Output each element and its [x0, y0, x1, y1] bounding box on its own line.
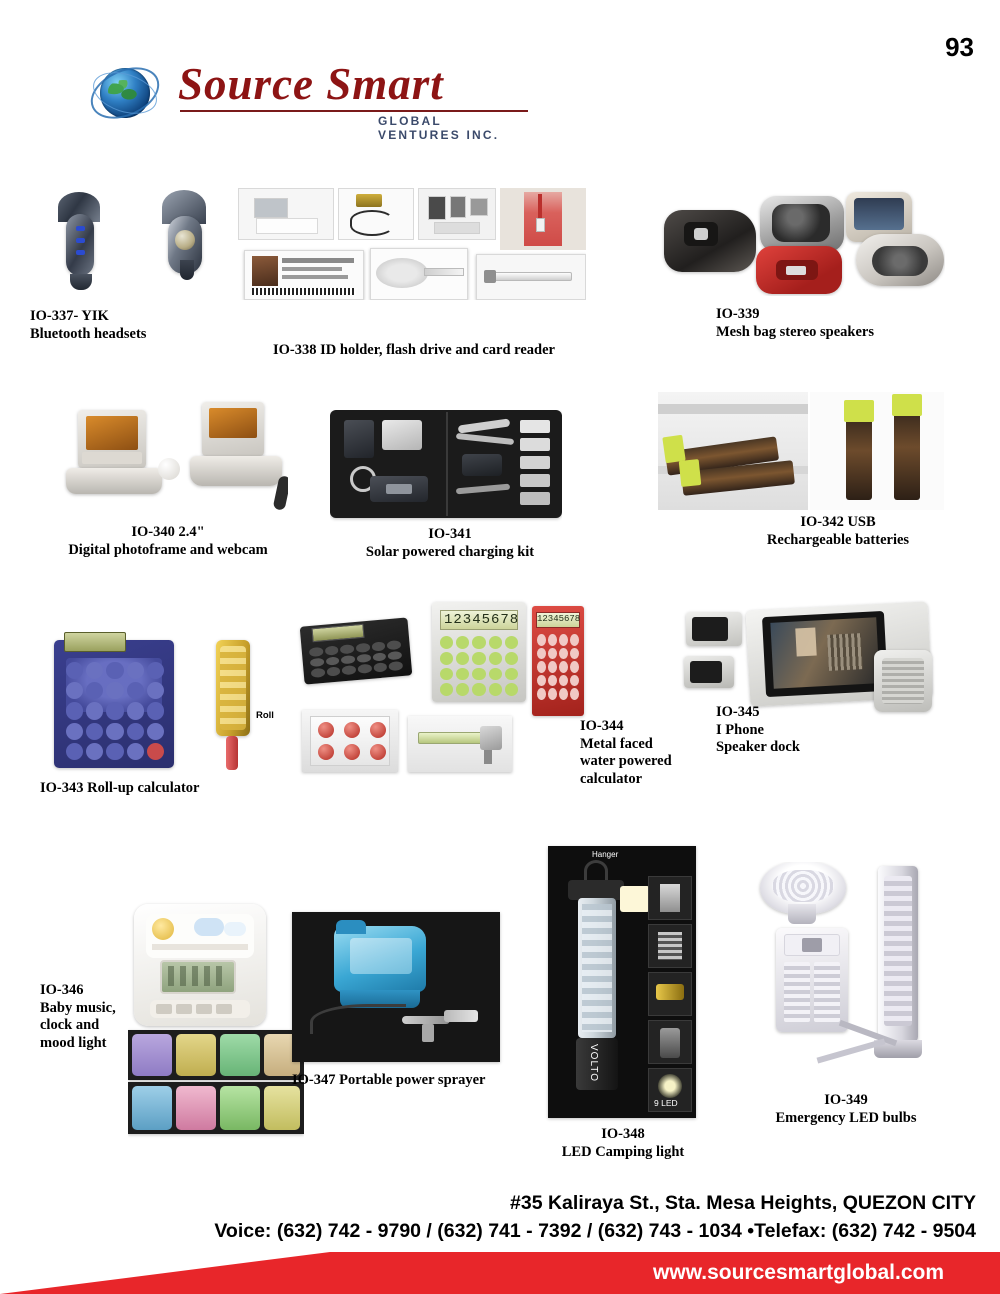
product-image-io-348 [548, 846, 696, 1118]
footer-phones: Voice: (632) 742 - 9790 / (632) 741 - 7392 / (632) 743 - 1034 •Telefax: (632) 742 - 9504 [214, 1220, 976, 1242]
product-io-341 [330, 410, 570, 561]
caption-io-344-line2: Metal faced [580, 735, 653, 752]
product-io-349 [746, 862, 966, 1127]
caption-io-345-line3: Speaker dock [716, 739, 800, 756]
caption-io-344-line3: water powered [580, 753, 672, 770]
caption-io-341-line2: Solar powered charging kit [365, 543, 535, 560]
footer-website[interactable]: www.sourcesmartglobal.com [653, 1261, 944, 1284]
product-io-345 [678, 600, 958, 756]
caption-io-345-line1: IO-345 [716, 704, 760, 720]
product-io-343 [40, 618, 290, 798]
product-io-344 [288, 592, 672, 788]
product-image-io-337 [30, 190, 226, 300]
product-io-339 [660, 188, 950, 341]
caption-io-344-line1: IO-344 [580, 718, 624, 734]
footer-address: #35 Kaliraya St., Sta. Mesa Heights, QUEZON CITY [510, 1192, 976, 1214]
caption-io-340-line2: Digital photoframe and webcam [68, 541, 268, 558]
product-image-io-338 [238, 188, 586, 300]
caption-io-338: IO-338 ID holder, flash drive and card reader [273, 342, 555, 358]
product-io-340 [38, 392, 298, 559]
caption-io-349-line1: IO-349 [824, 1092, 868, 1108]
brand-io-348: VOLTO [588, 1044, 599, 1082]
footer-bar-wedge [0, 1252, 330, 1294]
caption-io-346-line3: clock and [40, 1017, 100, 1034]
caption-io-345-line2: I Phone [716, 721, 764, 738]
label-roll: Roll [256, 710, 274, 721]
logo-subtitle: GLOBAL VENTURES INC. [378, 114, 500, 142]
product-image-io-349 [746, 862, 962, 1090]
label-hanger: Hanger [592, 850, 619, 859]
calculator-display-silver: 12345678 [444, 612, 520, 628]
caption-io-346-line4: mood light [40, 1035, 107, 1052]
caption-io-339-line2: Mesh bag stereo speakers [716, 323, 875, 340]
caption-io-339-line1: IO-339 [716, 306, 760, 322]
caption-io-348-line2: LED Camping light [561, 1143, 685, 1160]
product-io-342 [658, 392, 948, 549]
caption-io-341-line1: IO-341 [428, 526, 472, 542]
product-image-io-347 [292, 912, 500, 1062]
caption-io-346-line2: Baby music, [40, 999, 116, 1016]
caption-io-340-line1: IO-340 2.4" [131, 524, 205, 540]
globe-icon [90, 58, 160, 128]
product-io-338 [238, 188, 590, 360]
caption-io-346-line1: IO-346 [40, 982, 84, 998]
product-image-io-339 [660, 188, 945, 296]
caption-io-349-line2: Emergency LED bulbs [775, 1109, 917, 1126]
logo-divider [180, 110, 528, 112]
product-image-io-341 [330, 410, 562, 522]
caption-io-342-line1: IO-342 USB [800, 514, 876, 530]
product-image-io-340 [38, 392, 288, 522]
caption-io-342-line2: Rechargeable batteries [766, 531, 910, 548]
caption-io-344-line4: calculator [580, 771, 643, 788]
product-image-io-342 [658, 392, 944, 510]
caption-io-343: IO-343 Roll-up calculator [40, 780, 200, 796]
logo-wordmark: Source Smart [178, 59, 444, 109]
product-io-337 [30, 190, 230, 343]
caption-io-337-line2: Bluetooth headsets [30, 325, 147, 342]
product-image-io-346 [128, 900, 304, 1140]
company-logo [48, 56, 518, 142]
caption-io-347: IO-347 Portable power sprayer [292, 1072, 486, 1088]
page-number: 93 [945, 32, 974, 62]
product-io-347 [292, 912, 508, 1090]
caption-io-348-line1: IO-348 [601, 1126, 645, 1142]
product-image-io-343 [40, 618, 280, 778]
product-io-348 [548, 846, 718, 1161]
calculator-display-red: 12345678 [537, 614, 581, 624]
caption-io-337-line1: IO-337- YIK [30, 308, 109, 324]
product-image-io-344 [288, 592, 588, 782]
label-9-led: 9 LED [654, 1098, 678, 1108]
